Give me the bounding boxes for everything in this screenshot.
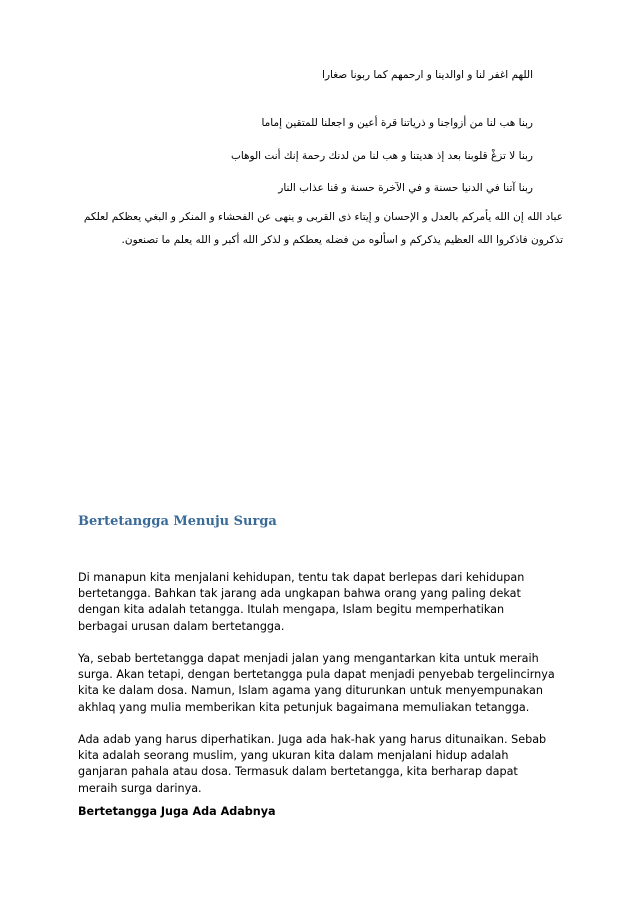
paragraph-line: Ada adab yang harus diperhatikan. Juga ada hak-hak yang harus ditunaikan. Sebab bbox=[78, 733, 547, 746]
arabic-closing-line-2: تذكرون فاذكروا الله العظيم يذكركم و اسألوه من فضله يعطكم و لذكر الله أكبر و الله يعلم ما تصنعون. bbox=[121, 234, 563, 246]
paragraph-line: meraih surga darinya. bbox=[78, 781, 202, 795]
paragraph-line: bertetangga. Bahkan tak jarang ada ungkapan bahwa orang yang paling dekat bbox=[78, 587, 521, 601]
arabic-closing-line-1: عباد الله إن الله يأمركم بالعدل و الإحسان و إيتاء ذى القربى و ينهى عن الفحشاء و المنكر و البغي يعظكم لعلكم bbox=[83, 211, 563, 223]
paragraph-line: berbagai urusan dalam bertetangga. bbox=[78, 619, 285, 633]
arabic-prayer-line-1: اللهم اغفر لنا و اوالدينا و ارحمهم كما ربونا صغارا bbox=[322, 69, 533, 81]
arabic-prayer-line-2: ربنا هب لنا من أزواجنا و ذرياتنا قرة أعين و اجعلنا للمتقين إماما bbox=[261, 117, 533, 129]
arabic-prayer-line-3: ربنا لا تزغْ قلوبنا بعد إذ هديتنا و هب لنا من لدنك رحمة إنك أنت الوهاب bbox=[230, 150, 533, 162]
paragraph-line: surga. Akan tetapi, dengan bertetangga pula dapat menjadi penyebab tergelincirnya bbox=[78, 668, 555, 682]
paragraph-line: kita adalah seorang muslim, yang ukuran kita dalam menjalani hidup adalah bbox=[78, 749, 509, 763]
arabic-prayer-line-4: ربنا آتنا في الدنيا حسنة و في الآخرة حسنة و قنا عذاب النار bbox=[278, 182, 533, 194]
paragraph-line: kita ke dalam dosa. Namun, Islam agama yang diturunkan untuk menyempunakan bbox=[78, 684, 543, 698]
paragraph-3 bbox=[78, 732, 568, 797]
paragraph-line: akhlaq yang mulia memberikan kita petunjuk bagaimana memuliakan tetangga. bbox=[78, 700, 530, 714]
paragraph-line: dengan kita adalah tetangga. Itulah mengapa, Islam begitu memperhatikan bbox=[78, 603, 505, 617]
article-title: Bertetangga Menuju Surga bbox=[78, 514, 277, 529]
section-subheading: Bertetangga Juga Ada Adabnya bbox=[78, 805, 276, 818]
paragraph-2 bbox=[78, 651, 568, 716]
paragraph-line: Di manapun kita menjalani kehidupan, tentu tak dapat berlepas dari kehidupan bbox=[78, 571, 525, 584]
arabic-closing-prayer bbox=[73, 206, 563, 252]
paragraph-1 bbox=[78, 570, 568, 635]
paragraph-line: Ya, sebab bertetangga dapat menjadi jalan yang mengantarkan kita untuk meraih bbox=[78, 652, 539, 665]
paragraph-line: ganjaran pahala atau dosa. Termasuk dalam bertetangga, kita berharap dapat bbox=[78, 765, 518, 779]
